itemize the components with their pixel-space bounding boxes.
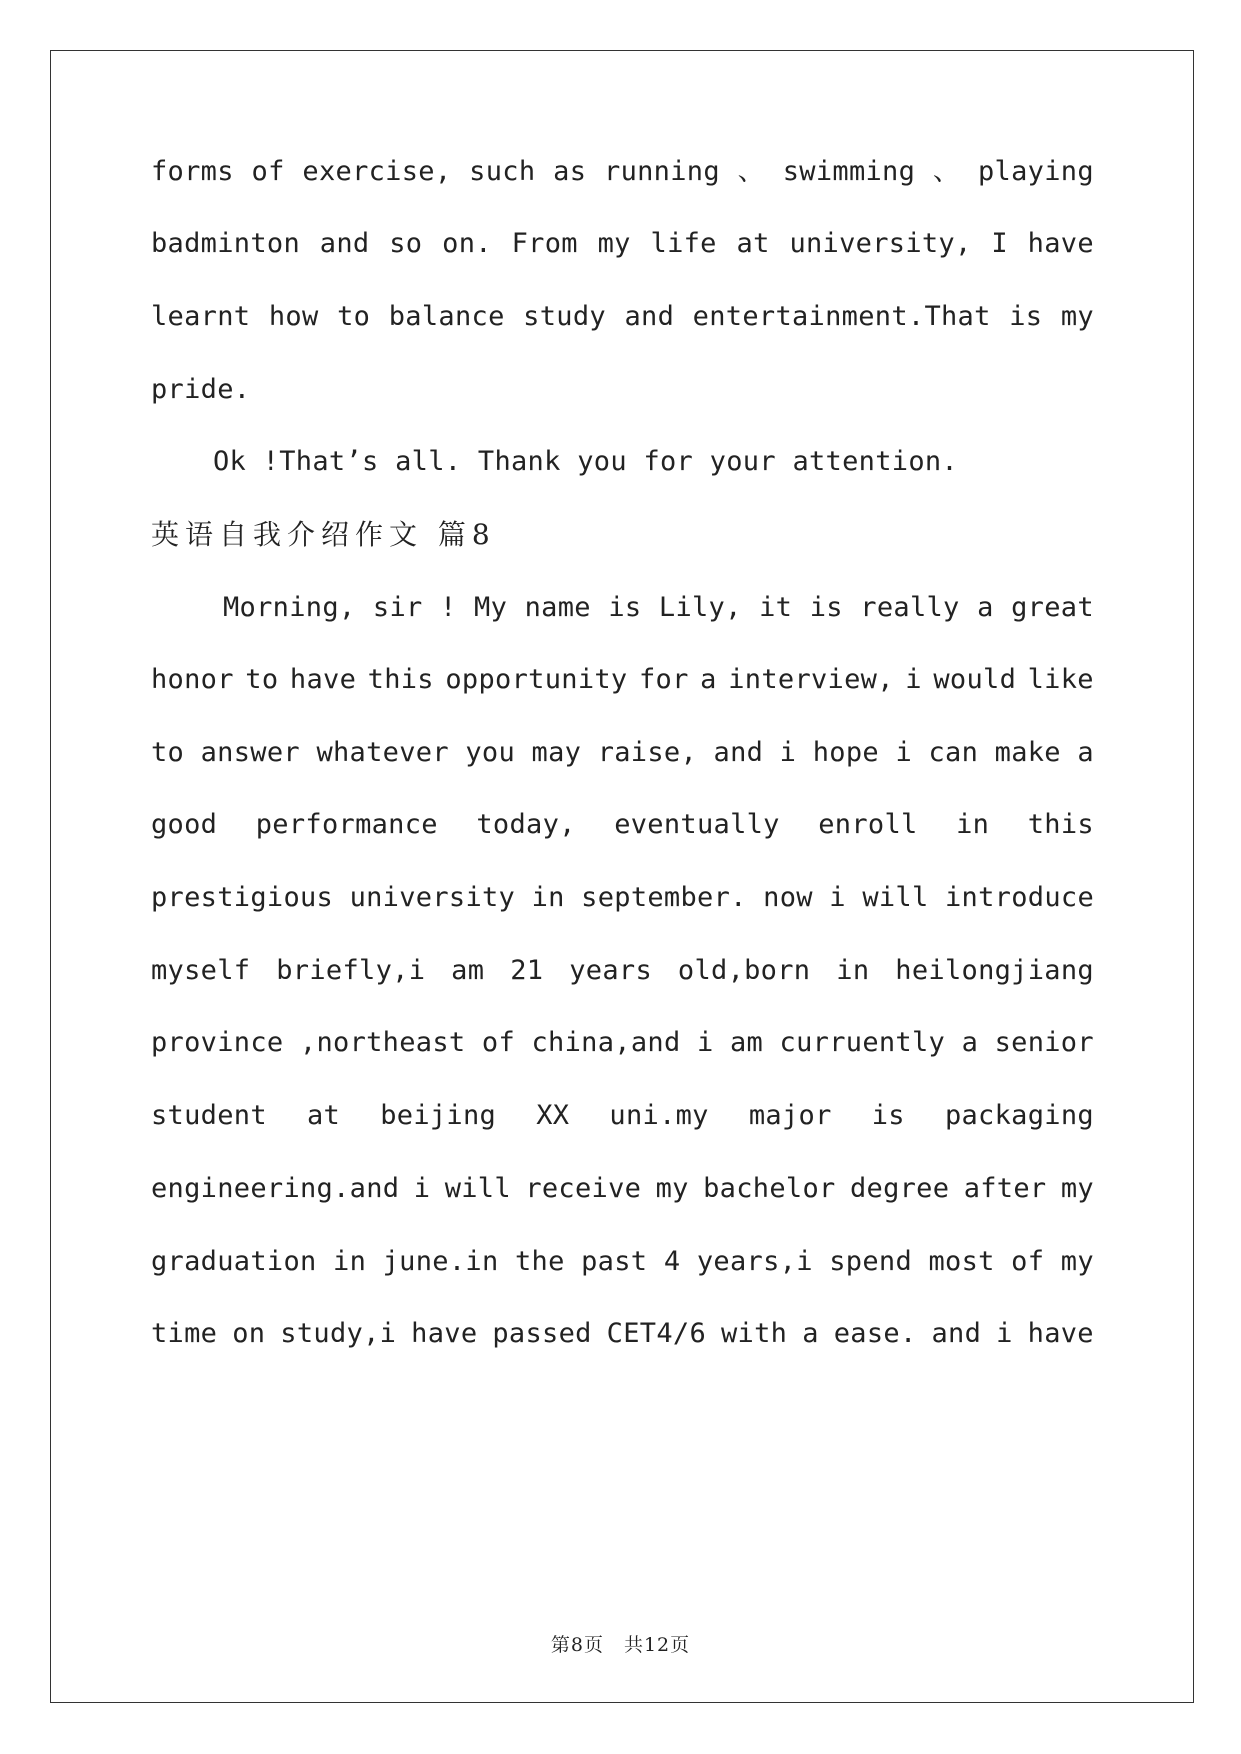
word: now: [763, 882, 813, 913]
word: performance: [255, 809, 438, 840]
word: opportunity: [445, 664, 628, 695]
page-number-footer: 第8页 共12页: [550, 1634, 691, 1656]
word: my: [597, 228, 631, 259]
word: of: [251, 156, 285, 187]
word: a: [977, 592, 994, 623]
word: years: [569, 955, 652, 986]
text-line-8: [151, 658, 1094, 702]
word: raise,: [597, 737, 698, 768]
text-line-16: [151, 1240, 1094, 1284]
word: china,and: [531, 1027, 681, 1058]
word: study,i: [280, 1318, 397, 1349]
word: am: [451, 955, 485, 986]
word: so: [389, 228, 423, 259]
word: may: [531, 737, 582, 768]
word: enroll: [818, 809, 918, 840]
word: in: [956, 809, 990, 840]
word: of: [481, 1027, 516, 1058]
word: i: [895, 737, 912, 768]
word: can: [928, 737, 979, 768]
word: make: [994, 737, 1061, 768]
text-line-12: [151, 949, 1094, 993]
text-line-14: [151, 1094, 1094, 1138]
word: beijing: [380, 1100, 497, 1131]
word: like: [1027, 664, 1094, 695]
word: on.: [442, 228, 492, 259]
word: a: [802, 1318, 819, 1349]
text-line-2: [151, 222, 1094, 266]
text-line-4: pride.: [151, 374, 251, 405]
word: to: [245, 664, 279, 695]
word: engineering.and: [151, 1173, 400, 1204]
word: degree: [849, 1173, 950, 1204]
word: have: [411, 1318, 478, 1349]
text-line-15: [151, 1167, 1094, 1211]
word: i: [413, 1173, 431, 1204]
word: is: [608, 592, 642, 623]
word: curruently: [779, 1027, 946, 1058]
word: eventually: [614, 809, 780, 840]
closing-line: Ok !That’s all. Thank you for your attention.: [213, 446, 958, 477]
word: most: [928, 1246, 995, 1277]
word: i: [996, 1318, 1013, 1349]
text-line-17: [151, 1312, 1094, 1356]
word: is: [1009, 301, 1043, 332]
section-heading: 英语自我介绍作文 篇8: [151, 518, 496, 551]
word: honor: [151, 664, 234, 695]
word: my: [1060, 1246, 1094, 1277]
word: a: [961, 1027, 979, 1058]
word: years,i: [696, 1246, 813, 1277]
word: as: [553, 156, 587, 187]
word: and: [319, 228, 370, 259]
word: this: [1027, 809, 1094, 840]
word: prestigious: [151, 882, 334, 913]
word: i: [696, 1027, 714, 1058]
word: time: [151, 1318, 218, 1349]
word: really: [860, 592, 960, 623]
word: My: [474, 592, 508, 623]
word: !: [440, 592, 457, 623]
word: have: [289, 664, 357, 695]
word: Lily,: [658, 592, 742, 623]
word: graduation: [151, 1246, 317, 1277]
word: passed: [492, 1318, 592, 1349]
word: exercise,: [302, 156, 452, 187]
word: a: [1077, 737, 1094, 768]
word: at: [306, 1100, 341, 1131]
word: such: [469, 156, 536, 187]
word: study: [523, 301, 606, 332]
word: at: [736, 228, 770, 259]
word: learnt: [151, 301, 251, 332]
word: packaging: [944, 1100, 1094, 1131]
word: for: [638, 664, 689, 695]
word: interview,: [728, 664, 894, 695]
word: sir: [372, 592, 423, 623]
word: running: [604, 156, 720, 187]
text-line-13: [151, 1021, 1094, 1065]
word: university: [349, 882, 516, 913]
word: 、: [932, 156, 961, 187]
word: am: [729, 1027, 764, 1058]
word: great: [1011, 592, 1094, 623]
word: badminton: [151, 228, 300, 259]
word: i: [779, 737, 797, 768]
word: ,northeast: [299, 1027, 466, 1058]
word: good: [151, 809, 218, 840]
word: my: [1060, 301, 1094, 332]
word: on: [232, 1318, 266, 1349]
word: and: [624, 301, 675, 332]
word: i: [829, 882, 846, 913]
word: CET4/6: [606, 1318, 707, 1349]
word: swimming: [782, 156, 916, 187]
word: with: [720, 1318, 788, 1349]
word: myself: [151, 955, 251, 986]
word: have: [1027, 1318, 1094, 1349]
text-line-11: [151, 876, 1094, 920]
word: 、: [737, 156, 765, 187]
word: receive: [525, 1173, 642, 1204]
word: to: [337, 301, 371, 332]
word: life: [650, 228, 717, 259]
word: in: [333, 1246, 367, 1277]
word: the: [514, 1246, 565, 1277]
word: province: [151, 1027, 284, 1058]
word: heilongjiang: [895, 955, 1094, 986]
word: will: [444, 1173, 511, 1204]
word: whatever: [316, 737, 449, 768]
word: is: [809, 592, 843, 623]
word: will: [862, 882, 929, 913]
word: it: [759, 592, 793, 623]
text-line-1: [151, 150, 1094, 194]
word: june.in: [382, 1246, 499, 1277]
word: briefly,i: [276, 955, 426, 986]
word: to: [151, 737, 185, 768]
text-line-7: [151, 586, 1094, 630]
word: in: [531, 882, 565, 913]
text-line-3: [151, 295, 1094, 339]
word: bachelor: [703, 1173, 836, 1204]
word: how: [268, 301, 319, 332]
word: name: [524, 592, 591, 623]
word: spend: [829, 1246, 912, 1277]
word: and: [713, 737, 764, 768]
word: today,: [476, 809, 576, 840]
word: Morning,: [223, 592, 356, 623]
word: of: [1011, 1246, 1045, 1277]
word: balance: [388, 301, 505, 332]
word: student: [151, 1100, 267, 1131]
word: university,: [789, 228, 972, 259]
word: playing: [977, 156, 1094, 187]
word: is: [871, 1100, 905, 1131]
word: hope: [812, 737, 879, 768]
word: a: [700, 664, 717, 695]
word: you: [465, 737, 516, 768]
word: From: [511, 228, 578, 259]
text-line-10: [151, 803, 1094, 847]
text-line-9: [151, 731, 1094, 775]
word: uni.my: [609, 1100, 709, 1131]
word: have: [1027, 228, 1094, 259]
word: senior: [994, 1027, 1094, 1058]
word: answer: [200, 737, 300, 768]
word: 21: [510, 955, 544, 986]
word: major: [748, 1100, 832, 1131]
word: i: [905, 664, 922, 695]
word: past: [581, 1246, 648, 1277]
word: introduce: [945, 882, 1094, 913]
word: would: [933, 664, 1017, 695]
word: my: [655, 1173, 689, 1204]
word: this: [367, 664, 434, 695]
word: forms: [151, 156, 234, 187]
word: in: [836, 955, 870, 986]
word: old,born: [677, 955, 811, 986]
word: after: [963, 1173, 1047, 1204]
word: entertainment.That: [692, 301, 991, 332]
word: and: [931, 1318, 982, 1349]
word: ease.: [833, 1318, 917, 1349]
word: I: [991, 228, 1008, 259]
word: september.: [581, 882, 747, 913]
word: XX: [536, 1100, 570, 1131]
word: 4: [663, 1246, 681, 1277]
word: my: [1060, 1173, 1094, 1204]
